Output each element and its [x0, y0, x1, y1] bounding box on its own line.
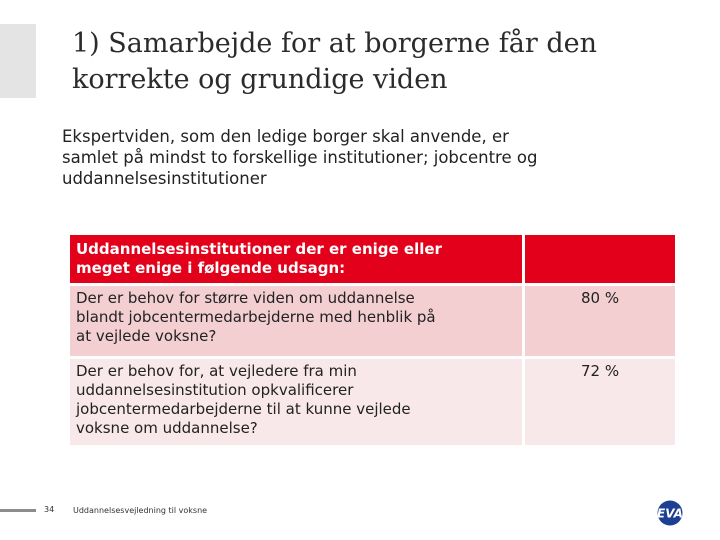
intro-line-3: uddannelsesinstitutioner: [62, 169, 267, 188]
statement-line: at vejlede voksne?: [76, 327, 217, 345]
statement-line: jobcentermedarbejderne til at kunne vejlede: [76, 400, 411, 418]
page-title-line-2: korrekte og grundige viden: [72, 64, 448, 95]
footer-divider: [0, 509, 36, 512]
statement-cell: [70, 359, 522, 445]
table-header-line-2: meget enige i følgende udsagn:: [76, 259, 346, 277]
page-title-line-1: 1) Samarbejde for at borgerne får den: [72, 28, 598, 59]
intro-paragraph: [62, 126, 682, 189]
table-header-statement: [70, 235, 522, 283]
eva-logo-icon: [654, 500, 686, 526]
statement-cell: [70, 286, 522, 356]
statement-line: uddannelsesinstitution opkvalificerer: [76, 381, 354, 399]
table-header-line-1: Uddannelsesinstitutioner der er enige eller: [76, 240, 442, 258]
table-header-value: [525, 235, 675, 283]
statement-line: voksne om uddannelse?: [76, 419, 258, 437]
percentage-cell: 80 %: [525, 286, 675, 356]
intro-line-1: Ekspertviden, som den ledige borger skal anvende, er: [62, 127, 509, 146]
table-row: [70, 286, 675, 356]
percentage-cell: 72 %: [525, 359, 675, 445]
table-row: [70, 359, 675, 445]
logo-text: EVA: [657, 506, 683, 521]
title-accent-bar: [0, 24, 36, 98]
page-number: 34: [44, 505, 55, 514]
footer-text: Uddannelsesvejledning til voksne: [73, 506, 208, 515]
table-header-row: [70, 235, 675, 283]
survey-table: [67, 232, 678, 448]
intro-line-2: samlet på mindst to forskellige institutioner; jobcentre og: [62, 148, 538, 167]
statement-line: Der er behov for, at vejledere fra min: [76, 362, 357, 380]
page-title: [72, 26, 692, 98]
statement-line: Der er behov for større viden om uddannelse: [76, 289, 415, 307]
statement-line: blandt jobcentermedarbejderne med henblik på: [76, 308, 436, 326]
